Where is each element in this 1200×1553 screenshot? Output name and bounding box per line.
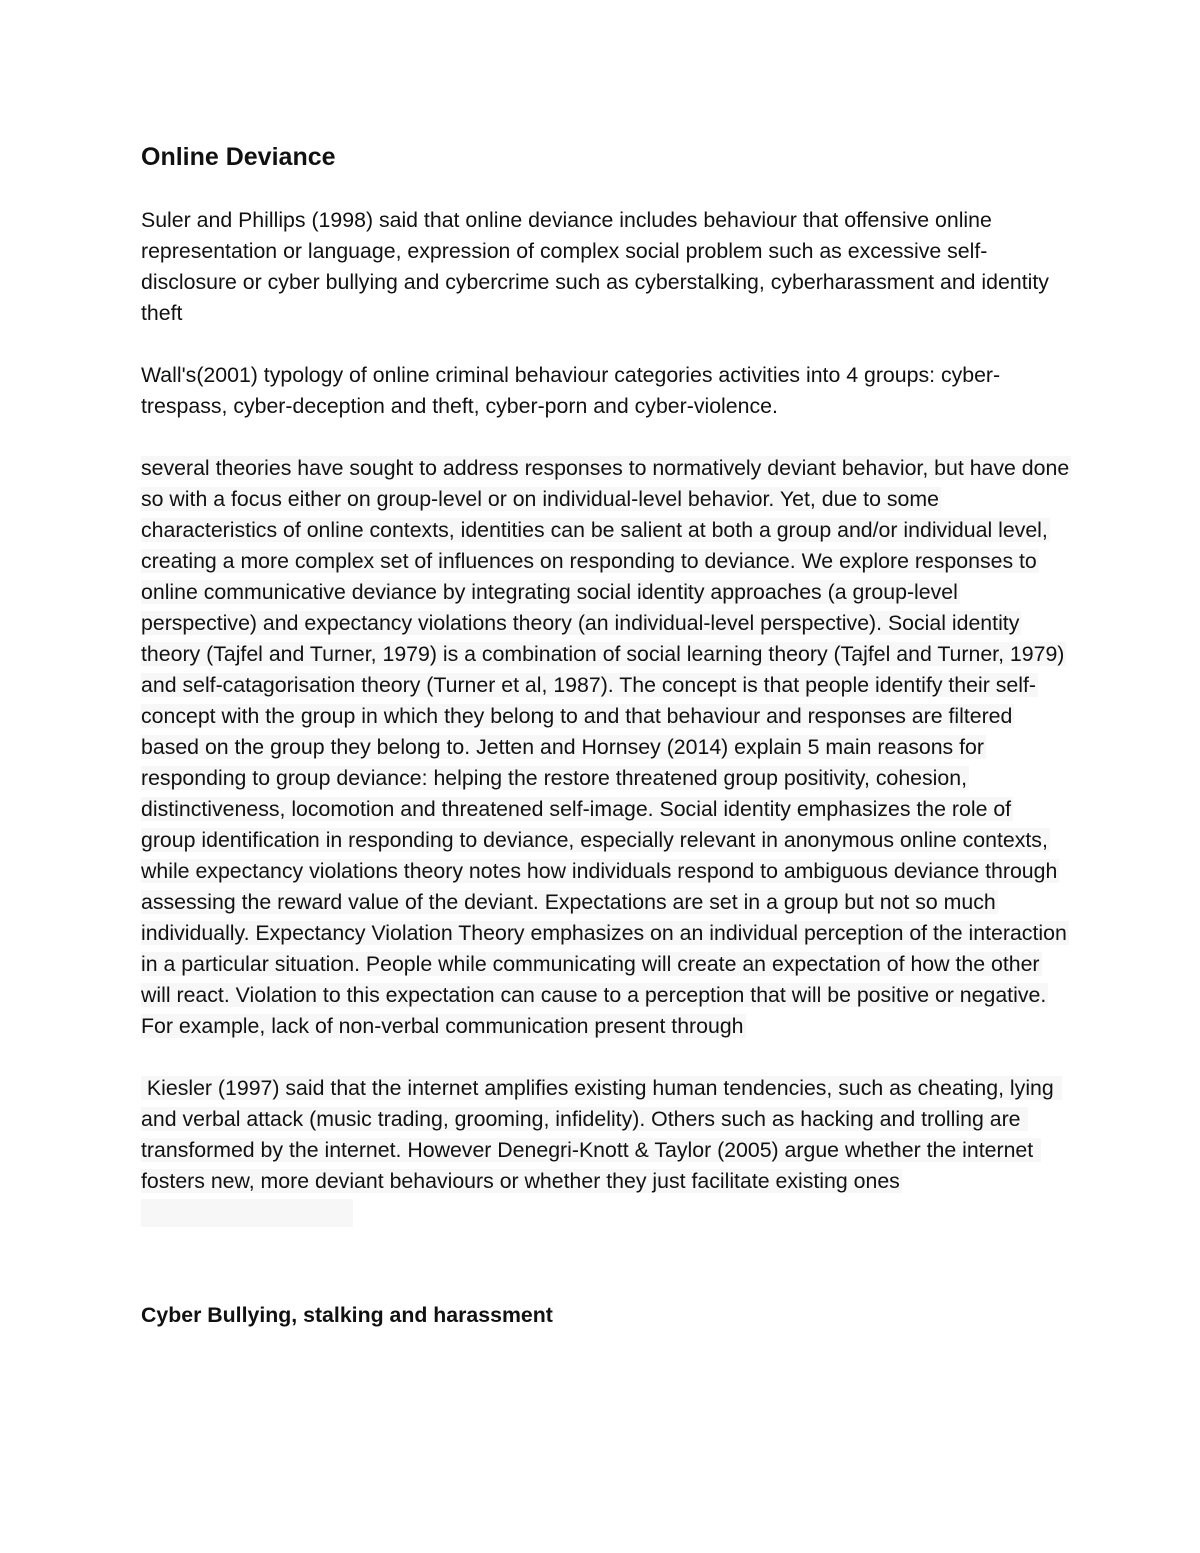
document-page [141,140,1071,1331]
document-title: Online Deviance [141,143,336,171]
section-heading: Cyber Bullying, stalking and harassment [141,1303,553,1327]
paragraph-deviance-theories [141,453,1071,1042]
paragraph-text: Kiesler (1997) said that the internet amplifies existing human tendencies, such as cheating, lying and verbal attack (music trading, grooming, infidelity). Others such as hacking and trolling are transformed by the internet. However Denegri-Knott & Taylor (2005) argue whether the internet fosters new, more deviant behaviours or whether they just facilitate existing ones [141,1076,1060,1193]
empty-highlighted-line [141,1199,353,1227]
paragraph-text: several theories have sought to address responses to normatively deviant behavior, but have done so with a focus either on group-level or on individual-level behavior. Yet, due to some characteristics of online contexts, identities can be salient at both a group and/or individual level, creating a more complex set of influences on responding to deviance. We explore responses to online communicative deviance by integrating social identity approaches (a group-level perspective) and expectancy violations theory (an individual-level perspective). Social identity theory (Tajfel and Turner, 1979) is a combination of social learning theory (Tajfel and Turner, 1979) and self-catagorisation theory (Turner et al, 1987). The concept is that people identify their self-concept with the group in which they belong to and that behaviour and responses are filtered based on the group they belong to. Jetten and Hornsey (2014) explain 5 main reasons for responding to group deviance: helping the restore threatened group positivity, cohesion, distinctiveness, locomotion and threatened self-image. Social identity emphasizes the role of group identification in responding to deviance, especially relevant in anonymous online contexts, while expectancy violations theory notes how individuals respond to ambiguous deviance through assessing the reward value of the deviant. Expectations are set in a group but not so much individually. Expectancy Violation Theory emphasizes on an individual perception of the interaction in a particular situation. People while communicating will create an expectation of how the other will react. Violation to this expectation can cause to a perception that will be positive or negative. For example, lack of non-verbal communication present through [141,456,1070,1038]
paragraph-kiesler [141,1073,1071,1197]
paragraph-text: Suler and Phillips (1998) said that online deviance includes behaviour that offensive online representation or language, expression of complex social problem such as excessive self-disclosure or cyber bullying and cybercrime such as cyberstalking, cyberharassment and identity theft [141,208,1049,325]
paragraph-suler-phillips [141,205,1071,329]
paragraph-text: Wall's(2001) typology of online criminal behaviour categories activities into 4 groups: cyber-trespass, cyber-deception and theft, cyber-porn and cyber-violence. [141,363,1001,418]
paragraph-wall-typology [141,360,1071,422]
